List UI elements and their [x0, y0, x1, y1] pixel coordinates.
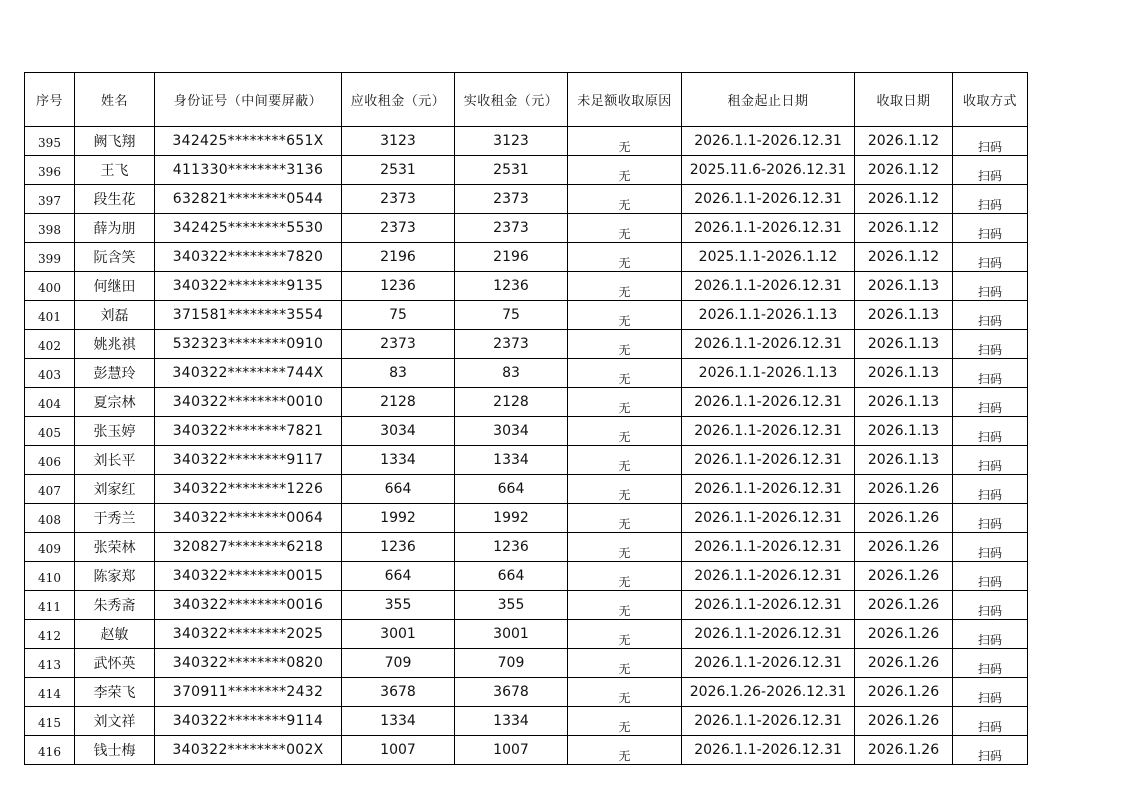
rent-paid-cell: 2531: [455, 156, 568, 185]
collect-method-cell: 扫码: [953, 707, 1028, 736]
name-cell: 张荣林: [75, 533, 155, 562]
header-name: 姓名: [75, 73, 155, 127]
collect-date-cell: 2026.1.13: [855, 301, 953, 330]
rent-period-cell: 2026.1.1-2026.1.13: [682, 301, 855, 330]
collect-method-cell: 扫码: [953, 330, 1028, 359]
table-row: [25, 417, 1028, 446]
rent-period-cell: 2025.11.6-2026.12.31: [682, 156, 855, 185]
id-number-cell: 340322********0016: [155, 591, 342, 620]
rent-paid-cell: 1236: [455, 533, 568, 562]
collect-method-cell: 扫码: [953, 736, 1028, 765]
seq-cell: 407: [25, 475, 75, 504]
shortfall-reason-cell: 无: [568, 562, 682, 591]
shortfall-reason-cell: 无: [568, 156, 682, 185]
rent-period-cell: 2026.1.1-2026.12.31: [682, 533, 855, 562]
table-body: [25, 127, 1028, 765]
seq-cell: 399: [25, 243, 75, 272]
rent-period-cell: 2026.1.1-2026.12.31: [682, 736, 855, 765]
rent-due-cell: 1007: [342, 736, 455, 765]
table-row: [25, 301, 1028, 330]
collect-date-cell: 2026.1.26: [855, 678, 953, 707]
name-cell: 武怀英: [75, 649, 155, 678]
id-number-cell: 320827********6218: [155, 533, 342, 562]
shortfall-reason-cell: 无: [568, 185, 682, 214]
rent-due-cell: 75: [342, 301, 455, 330]
name-cell: 李荣飞: [75, 678, 155, 707]
shortfall-reason-cell: 无: [568, 533, 682, 562]
name-cell: 阮含笑: [75, 243, 155, 272]
rent-paid-cell: 3001: [455, 620, 568, 649]
table-row: [25, 359, 1028, 388]
rent-due-cell: 3001: [342, 620, 455, 649]
shortfall-reason-cell: 无: [568, 504, 682, 533]
rent-paid-cell: 1236: [455, 272, 568, 301]
id-number-cell: 342425********5530: [155, 214, 342, 243]
collect-date-cell: 2026.1.26: [855, 736, 953, 765]
id-number-cell: 411330********3136: [155, 156, 342, 185]
id-number-cell: 340322********0064: [155, 504, 342, 533]
collect-method-cell: 扫码: [953, 388, 1028, 417]
seq-cell: 406: [25, 446, 75, 475]
collect-method-cell: 扫码: [953, 678, 1028, 707]
rent-period-cell: 2026.1.1-2026.12.31: [682, 446, 855, 475]
rent-period-cell: 2026.1.1-2026.12.31: [682, 330, 855, 359]
seq-cell: 409: [25, 533, 75, 562]
collect-method-cell: 扫码: [953, 591, 1028, 620]
collect-date-cell: 2026.1.13: [855, 417, 953, 446]
id-number-cell: 342425********651X: [155, 127, 342, 156]
header-rent-due: 应收租金（元）: [342, 73, 455, 127]
seq-cell: 411: [25, 591, 75, 620]
collect-date-cell: 2026.1.26: [855, 533, 953, 562]
collect-method-cell: 扫码: [953, 446, 1028, 475]
rent-due-cell: 2128: [342, 388, 455, 417]
rent-period-cell: 2026.1.26-2026.12.31: [682, 678, 855, 707]
name-cell: 陈家郑: [75, 562, 155, 591]
rent-due-cell: 664: [342, 475, 455, 504]
collect-date-cell: 2026.1.26: [855, 591, 953, 620]
rent-due-cell: 2373: [342, 185, 455, 214]
seq-cell: 397: [25, 185, 75, 214]
header-seq: 序号: [25, 73, 75, 127]
rent-paid-cell: 2128: [455, 388, 568, 417]
name-cell: 朱秀斋: [75, 591, 155, 620]
id-number-cell: 371581********3554: [155, 301, 342, 330]
collect-method-cell: 扫码: [953, 301, 1028, 330]
rent-paid-cell: 664: [455, 475, 568, 504]
id-number-cell: 340322********9117: [155, 446, 342, 475]
collect-date-cell: 2026.1.26: [855, 620, 953, 649]
shortfall-reason-cell: 无: [568, 359, 682, 388]
shortfall-reason-cell: 无: [568, 736, 682, 765]
collect-date-cell: 2026.1.13: [855, 388, 953, 417]
header-shortfall-reason: 未足额收取原因: [568, 73, 682, 127]
rent-due-cell: 1334: [342, 446, 455, 475]
id-number-cell: 340322********9135: [155, 272, 342, 301]
table-row: [25, 272, 1028, 301]
rent-period-cell: 2026.1.1-2026.12.31: [682, 620, 855, 649]
collect-method-cell: 扫码: [953, 504, 1028, 533]
name-cell: 段生花: [75, 185, 155, 214]
seq-cell: 414: [25, 678, 75, 707]
collect-method-cell: 扫码: [953, 243, 1028, 272]
rent-due-cell: 2373: [342, 214, 455, 243]
shortfall-reason-cell: 无: [568, 446, 682, 475]
rent-due-cell: 2196: [342, 243, 455, 272]
shortfall-reason-cell: 无: [568, 301, 682, 330]
table-row: [25, 243, 1028, 272]
rent-period-cell: 2026.1.1-2026.12.31: [682, 417, 855, 446]
shortfall-reason-cell: 无: [568, 649, 682, 678]
rent-period-cell: 2025.1.1-2026.1.12: [682, 243, 855, 272]
collect-date-cell: 2026.1.12: [855, 156, 953, 185]
collect-date-cell: 2026.1.12: [855, 127, 953, 156]
name-cell: 彭慧玲: [75, 359, 155, 388]
shortfall-reason-cell: 无: [568, 330, 682, 359]
name-cell: 刘文祥: [75, 707, 155, 736]
rent-due-cell: 1236: [342, 272, 455, 301]
id-number-cell: 340322********0015: [155, 562, 342, 591]
shortfall-reason-cell: 无: [568, 678, 682, 707]
seq-cell: 395: [25, 127, 75, 156]
collect-date-cell: 2026.1.26: [855, 504, 953, 533]
rent-due-cell: 3678: [342, 678, 455, 707]
id-number-cell: 370911********2432: [155, 678, 342, 707]
table-row: [25, 678, 1028, 707]
collect-date-cell: 2026.1.26: [855, 562, 953, 591]
rent-due-cell: 2531: [342, 156, 455, 185]
rent-paid-cell: 2373: [455, 330, 568, 359]
table-row: [25, 388, 1028, 417]
rent-due-cell: 1992: [342, 504, 455, 533]
rent-due-cell: 709: [342, 649, 455, 678]
header-rent-paid: 实收租金（元）: [455, 73, 568, 127]
collect-date-cell: 2026.1.12: [855, 214, 953, 243]
collect-date-cell: 2026.1.13: [855, 446, 953, 475]
rent-collection-table: [24, 72, 1028, 765]
shortfall-reason-cell: 无: [568, 475, 682, 504]
seq-cell: 401: [25, 301, 75, 330]
table-row: [25, 127, 1028, 156]
table-row: [25, 533, 1028, 562]
name-cell: 赵敏: [75, 620, 155, 649]
collect-method-cell: 扫码: [953, 417, 1028, 446]
rent-paid-cell: 3123: [455, 127, 568, 156]
name-cell: 姚兆祺: [75, 330, 155, 359]
name-cell: 夏宗林: [75, 388, 155, 417]
rent-period-cell: 2026.1.1-2026.12.31: [682, 127, 855, 156]
collect-method-cell: 扫码: [953, 649, 1028, 678]
collect-method-cell: 扫码: [953, 156, 1028, 185]
rent-paid-cell: 1334: [455, 446, 568, 475]
rent-paid-cell: 709: [455, 649, 568, 678]
rent-period-cell: 2026.1.1-2026.12.31: [682, 214, 855, 243]
id-number-cell: 340322********7821: [155, 417, 342, 446]
id-number-cell: 340322********0820: [155, 649, 342, 678]
seq-cell: 404: [25, 388, 75, 417]
shortfall-reason-cell: 无: [568, 243, 682, 272]
collect-date-cell: 2026.1.26: [855, 475, 953, 504]
collect-date-cell: 2026.1.13: [855, 330, 953, 359]
table-row: [25, 736, 1028, 765]
id-number-cell: 340322********7820: [155, 243, 342, 272]
id-number-cell: 340322********1226: [155, 475, 342, 504]
rent-paid-cell: 3034: [455, 417, 568, 446]
table-row: [25, 504, 1028, 533]
name-cell: 于秀兰: [75, 504, 155, 533]
name-cell: 何继田: [75, 272, 155, 301]
collect-method-cell: 扫码: [953, 533, 1028, 562]
table-row: [25, 649, 1028, 678]
seq-cell: 415: [25, 707, 75, 736]
rent-due-cell: 355: [342, 591, 455, 620]
seq-cell: 408: [25, 504, 75, 533]
id-number-cell: 632821********0544: [155, 185, 342, 214]
shortfall-reason-cell: 无: [568, 591, 682, 620]
rent-due-cell: 3034: [342, 417, 455, 446]
rent-paid-cell: 2373: [455, 185, 568, 214]
collect-method-cell: 扫码: [953, 185, 1028, 214]
name-cell: 刘家红: [75, 475, 155, 504]
rent-period-cell: 2026.1.1-2026.12.31: [682, 388, 855, 417]
rent-paid-cell: 1007: [455, 736, 568, 765]
seq-cell: 402: [25, 330, 75, 359]
collect-method-cell: 扫码: [953, 127, 1028, 156]
rent-paid-cell: 355: [455, 591, 568, 620]
table-row: [25, 446, 1028, 475]
id-number-cell: 340322********9114: [155, 707, 342, 736]
collect-date-cell: 2026.1.13: [855, 272, 953, 301]
header-row: [25, 73, 1028, 127]
rent-period-cell: 2026.1.1-2026.1.13: [682, 359, 855, 388]
rent-paid-cell: 3678: [455, 678, 568, 707]
seq-cell: 405: [25, 417, 75, 446]
table-row: [25, 185, 1028, 214]
seq-cell: 400: [25, 272, 75, 301]
header-id-number: 身份证号（中间要屏蔽）: [155, 73, 342, 127]
collect-method-cell: 扫码: [953, 272, 1028, 301]
collect-date-cell: 2026.1.12: [855, 185, 953, 214]
collect-method-cell: 扫码: [953, 359, 1028, 388]
rent-paid-cell: 83: [455, 359, 568, 388]
name-cell: 阙飞翔: [75, 127, 155, 156]
rent-period-cell: 2026.1.1-2026.12.31: [682, 649, 855, 678]
seq-cell: 410: [25, 562, 75, 591]
rent-paid-cell: 1334: [455, 707, 568, 736]
id-number-cell: 340322********744X: [155, 359, 342, 388]
id-number-cell: 340322********002X: [155, 736, 342, 765]
collect-date-cell: 2026.1.26: [855, 649, 953, 678]
rent-due-cell: 1334: [342, 707, 455, 736]
seq-cell: 412: [25, 620, 75, 649]
header-rent-period: 租金起止日期: [682, 73, 855, 127]
collect-method-cell: 扫码: [953, 620, 1028, 649]
collect-date-cell: 2026.1.26: [855, 707, 953, 736]
shortfall-reason-cell: 无: [568, 707, 682, 736]
shortfall-reason-cell: 无: [568, 417, 682, 446]
rent-period-cell: 2026.1.1-2026.12.31: [682, 707, 855, 736]
rent-due-cell: 2373: [342, 330, 455, 359]
table-row: [25, 620, 1028, 649]
shortfall-reason-cell: 无: [568, 620, 682, 649]
shortfall-reason-cell: 无: [568, 388, 682, 417]
rent-paid-cell: 2373: [455, 214, 568, 243]
rent-period-cell: 2026.1.1-2026.12.31: [682, 185, 855, 214]
rent-paid-cell: 2196: [455, 243, 568, 272]
table-row: [25, 591, 1028, 620]
collect-method-cell: 扫码: [953, 475, 1028, 504]
rent-due-cell: 1236: [342, 533, 455, 562]
seq-cell: 396: [25, 156, 75, 185]
collect-method-cell: 扫码: [953, 562, 1028, 591]
rent-due-cell: 664: [342, 562, 455, 591]
rent-due-cell: 3123: [342, 127, 455, 156]
shortfall-reason-cell: 无: [568, 214, 682, 243]
collect-date-cell: 2026.1.12: [855, 243, 953, 272]
name-cell: 钱士梅: [75, 736, 155, 765]
seq-cell: 403: [25, 359, 75, 388]
collect-method-cell: 扫码: [953, 214, 1028, 243]
name-cell: 刘长平: [75, 446, 155, 475]
rent-period-cell: 2026.1.1-2026.12.31: [682, 591, 855, 620]
table-row: [25, 562, 1028, 591]
rent-paid-cell: 1992: [455, 504, 568, 533]
name-cell: 刘磊: [75, 301, 155, 330]
rent-paid-cell: 75: [455, 301, 568, 330]
rent-period-cell: 2026.1.1-2026.12.31: [682, 504, 855, 533]
id-number-cell: 340322********2025: [155, 620, 342, 649]
id-number-cell: 532323********0910: [155, 330, 342, 359]
table-row: [25, 475, 1028, 504]
name-cell: 王飞: [75, 156, 155, 185]
rent-period-cell: 2026.1.1-2026.12.31: [682, 562, 855, 591]
id-number-cell: 340322********0010: [155, 388, 342, 417]
rent-paid-cell: 664: [455, 562, 568, 591]
table-row: [25, 707, 1028, 736]
table-row: [25, 156, 1028, 185]
seq-cell: 398: [25, 214, 75, 243]
header-collect-date: 收取日期: [855, 73, 953, 127]
collect-date-cell: 2026.1.13: [855, 359, 953, 388]
shortfall-reason-cell: 无: [568, 127, 682, 156]
table-row: [25, 214, 1028, 243]
name-cell: 薛为朋: [75, 214, 155, 243]
name-cell: 张玉婷: [75, 417, 155, 446]
header-collect-method: 收取方式: [953, 73, 1028, 127]
rent-period-cell: 2026.1.1-2026.12.31: [682, 475, 855, 504]
seq-cell: 416: [25, 736, 75, 765]
shortfall-reason-cell: 无: [568, 272, 682, 301]
table-row: [25, 330, 1028, 359]
rent-due-cell: 83: [342, 359, 455, 388]
rent-period-cell: 2026.1.1-2026.12.31: [682, 272, 855, 301]
seq-cell: 413: [25, 649, 75, 678]
